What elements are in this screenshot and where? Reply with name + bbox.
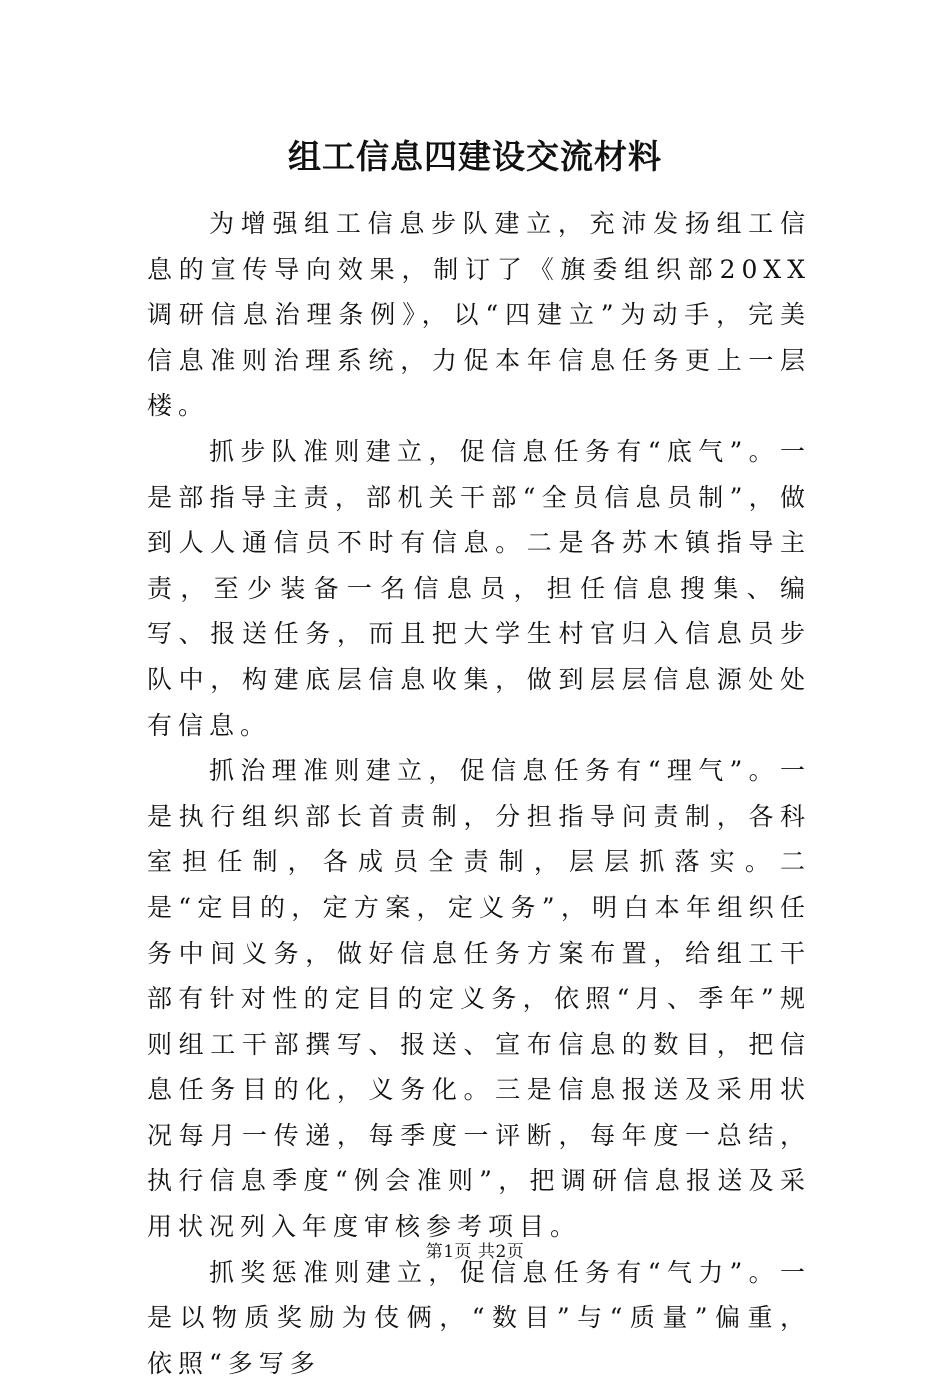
paragraph-intro: 为增强组工信息步队建立，充沛发扬组工信息的宣传导向效果，制订了《旗委组织部20XX调研信息治理条例》，以“四建立”为动手，完美信息准则治理系统，力促本年信息任务更上一层楼。 (147, 209, 811, 421)
paragraph-management: 抓治理准则建立，促信息任务有“理气”。一是执行组织部长首责制，分担指导问责制，各科室担任制，各成员全责制，层层抓落实。二是“定目的，定方案，定义务”，明白本年组织任务中间义务，做好信息任务方案布置，给组工干部有针对性的定目的定义务，依照“月、季年”规则组工干部撰写、报送、宣布信息的数目，把信息任务目的化，义务化。三是信息报送及采用状况每月一传递，每季度一评断，每年度一总结，执行信息季度“例会准则”，把调研信息报送及采用状况列入年度审核参考项目。 (147, 756, 811, 1242)
document-title: 组工信息四建设交流材料 (288, 137, 662, 176)
document-body (147, 201, 811, 1386)
paragraph-team-building: 抓步队准则建立，促信息任务有“底气”。一是部指导主责，部机关干部“全员信息员制”，做到人人通信员不时有信息。二是各苏木镇指导主责，至少装备一名信息员，担任信息搜集、编写、报送任务，而且把大学生村官归入信息员步队中，构建底层信息收集，做到层层信息源处处有信息。 (147, 436, 811, 740)
page-footer: 第1页 共2页 (425, 1242, 525, 1262)
paragraph-rewards: 抓奖惩准则建立，促信息任务有“气力”。一是以物质奖励为伎俩，“数目”与“质量”偏重，依照“多写多 (147, 1257, 811, 1378)
